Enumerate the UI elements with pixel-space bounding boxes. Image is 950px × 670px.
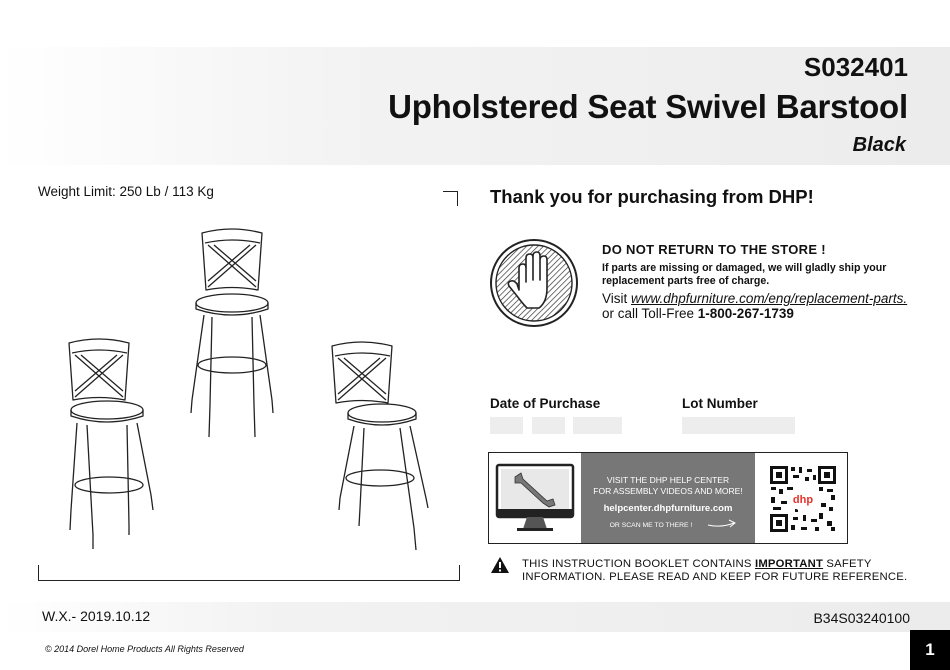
help-center-heading bbox=[581, 475, 755, 497]
date-field-month[interactable] bbox=[490, 417, 523, 434]
thank-you-heading: Thank you for purchasing from DHP! bbox=[490, 186, 814, 207]
do-not-return-text: If parts are missing or damaged, we will gladly ship your replacement parts free of charge. bbox=[602, 262, 887, 287]
arrow-right-icon bbox=[707, 519, 737, 529]
qr-logo: dhp bbox=[792, 494, 814, 506]
revision-date: W.X.- 2019.10.12 bbox=[42, 608, 151, 624]
illustration-bracket bbox=[38, 565, 460, 581]
call-prefix: or call Toll-Free bbox=[602, 306, 698, 321]
important-word: IMPORTANT bbox=[754, 558, 824, 570]
date-of-purchase-label: Date of Purchase bbox=[490, 396, 601, 411]
product-title: Upholstered Seat Swivel Barstool bbox=[388, 88, 908, 125]
replacement-parts-link[interactable]: www.dhpfurniture.com/eng/replacement-parts. bbox=[631, 291, 908, 306]
help-line-1: VISIT THE DHP HELP CENTER bbox=[606, 475, 730, 485]
lot-number-label: Lot Number bbox=[682, 396, 758, 411]
warning-triangle-icon bbox=[490, 556, 510, 574]
corner-mark bbox=[443, 191, 458, 206]
copyright: © 2014 Dorel Home Products All Rights Reserved bbox=[45, 644, 244, 654]
safety-warning bbox=[522, 558, 907, 584]
warning-line-2: INFORMATION. PLEASE READ AND KEEP FOR FUTURE REFERENCE. bbox=[522, 571, 908, 583]
scan-me-text: OR SCAN ME TO THERE ! bbox=[609, 522, 693, 529]
date-field-day[interactable] bbox=[532, 417, 565, 434]
barstools-illustration bbox=[55, 220, 435, 560]
weight-limit: Weight Limit: 250 Lb / 113 Kg bbox=[38, 184, 214, 199]
help-line-2: FOR ASSEMBLY VIDEOS AND MORE! bbox=[593, 486, 743, 496]
barstool-center bbox=[191, 229, 273, 437]
visit-line bbox=[602, 291, 907, 306]
help-center-banner bbox=[488, 452, 848, 544]
monitor-wrench-icon bbox=[495, 463, 575, 535]
page-number: 1 bbox=[910, 630, 950, 670]
barstool-right bbox=[332, 342, 428, 550]
do-not-return-title: DO NOT RETURN TO THE STORE ! bbox=[602, 242, 826, 257]
lot-number-field[interactable] bbox=[682, 417, 795, 434]
help-center-text-panel bbox=[581, 453, 755, 543]
warning-line-1: THIS INSTRUCTION BOOKLET CONTAINS IMPORTANT SAFETY bbox=[522, 558, 872, 570]
visit-prefix: Visit bbox=[602, 291, 632, 306]
stop-hand-icon bbox=[489, 238, 579, 328]
help-center-url[interactable]: helpcenter.dhpfurniture.com bbox=[603, 503, 733, 514]
date-field-year[interactable] bbox=[573, 417, 622, 434]
call-line bbox=[602, 306, 794, 321]
qr-code[interactable] bbox=[769, 465, 837, 533]
model-number: S032401 bbox=[803, 52, 908, 82]
product-color: Black bbox=[852, 134, 906, 156]
document-code: B34S03240100 bbox=[813, 610, 910, 626]
barstool-left bbox=[69, 339, 153, 549]
toll-free-phone: 1-800-267-1739 bbox=[697, 306, 794, 321]
